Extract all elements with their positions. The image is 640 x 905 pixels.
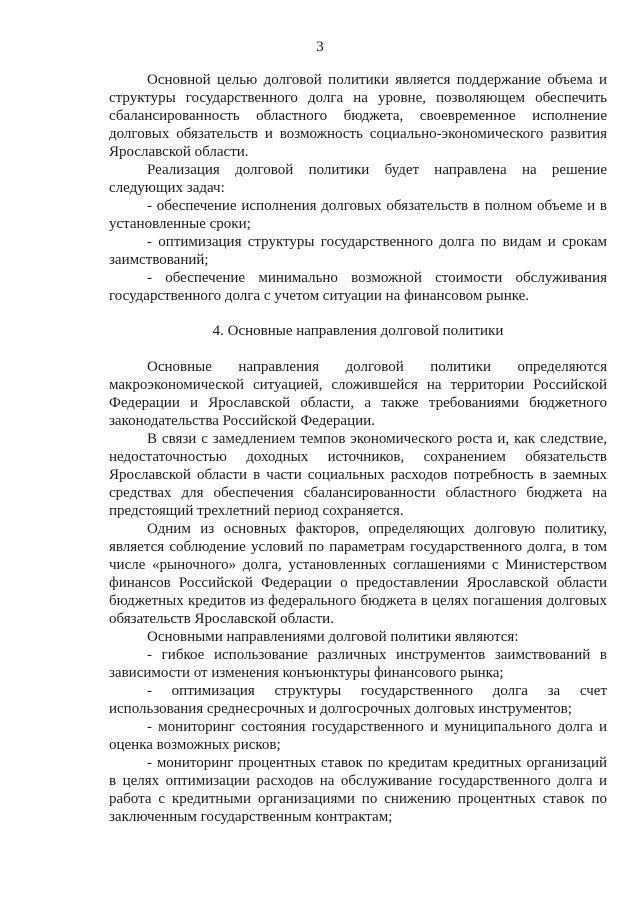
- list-item: - оптимизация структуры государственного долга за счет использования среднесрочных и долгосрочных долговых инструментов;: [109, 683, 607, 717]
- list-item: - мониторинг процентных ставок по кредитам кредитных организаций в целях оптимизации расходов на обслуживание государственного долга и работа с кредитными организациями по снижению процентных ставок по заключенным государственным контрактам;: [109, 755, 607, 825]
- list-item: - оптимизация структуры государственного долга по видам и срокам заимствований;: [109, 234, 607, 268]
- section-heading: 4. Основные направления долговой политики: [212, 323, 504, 339]
- list-item: - мониторинг состояния государственного и муниципального долга и оценка возможных рисков;: [109, 719, 607, 753]
- page-number: 3: [316, 39, 324, 55]
- paragraph: Основной целью долговой политики является поддержание объема и структуры государственного долга на уровне, позволяющем обеспечить сбалансированность областного бюджета, своевременное исполнение долговых обязательств и возможность социально-экономического развития Ярославской области.: [109, 72, 607, 160]
- list-item: - гибкое использование различных инструментов заимствований в зависимости от изменения конъюнктуры финансового рынка;: [109, 647, 607, 681]
- paragraph: Основные направления долговой политики определяются макроэкономической ситуацией, сложившейся на территории Российской Федерации и Ярославской области, а также требованиями бюджетного законодательства Российской Федерации.: [109, 359, 607, 429]
- paragraph: Реализация долговой политики будет направлена на решение следующих задач:: [109, 162, 607, 196]
- paragraph: В связи с замедлением темпов экономического роста и, как следствие, недостаточностью доходных источников, сохранением обязательств Ярославской области в части социальных расходов потребность в заемных средствах для обеспечения сбалансированности областного бюджета на предстоящий трехлетний период сохраняется.: [109, 431, 607, 519]
- paragraph: Основными направлениями долговой политики являются:: [147, 629, 519, 645]
- list-item: - обеспечение исполнения долговых обязательств в полном объеме и в установленные сроки;: [109, 198, 607, 232]
- document-body: [109, 71, 607, 826]
- paragraph: Одним из основных факторов, определяющих долговую политику, является соблюдение условий по параметрам государственного долга, в том числе «рыночного» долга, установленных соглашениями с Министерством финансов Российской Федерации о предоставлении Ярославской области бюджетных кредитов из федерального бюджета в целях погашения долговых обязательств Ярославской области.: [109, 521, 607, 627]
- list-item: - обеспечение минимально возможной стоимости обслуживания государственного долга с учетом ситуации на финансовом рынке.: [109, 270, 607, 304]
